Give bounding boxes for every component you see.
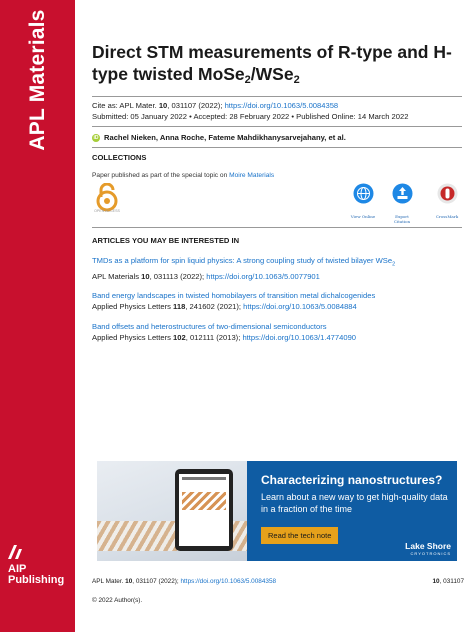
open-access-label: OPEN ACCESS [94,209,120,213]
related-article-citation: APL Materials 10, 031113 (2022); https://doi.org/10.1063/5.0077901 [92,271,320,281]
read-tech-note-button[interactable]: Read the tech note [261,527,338,544]
article-title: Direct STM measurements of R-type and H-type twisted MoSe$_2$/WSe$_2$ [92,42,452,86]
divider [92,227,462,228]
divider [92,147,462,148]
related-article-doi[interactable]: https://doi.org/10.1063/5.0077901 [206,271,320,281]
related-article-citation: Applied Physics Letters 102, 012111 (2013); https://doi.org/10.1063/1.4774090 [92,333,357,342]
related-article [92,290,464,312]
related-article-title[interactable]: Band offsets and heterostructures of two-dimensional semiconductors [92,322,327,331]
ad-image [97,461,247,561]
globe-icon [353,183,374,204]
special-topic-link[interactable]: Moire Materials [229,172,275,179]
advertisement-banner[interactable] [97,461,457,561]
collections-heading: COLLECTIONS [92,153,147,162]
export-icon [392,183,413,204]
author-list [92,133,346,142]
lake-shore-logo: Lake Shore CRYOTRONICS [405,541,451,556]
related-article [92,321,464,343]
orcid-icon: iD [93,134,99,141]
article-doi-link[interactable]: https://doi.org/10.1063/5.0084358 [224,101,339,110]
copyright-notice: © 2022 Author(s). [92,597,143,604]
page-footer: APL Mater. 10, 031107 (2022); https://doi.org/10.1063/5.0084358 10, 031107 [92,578,464,585]
view-online-label: View Online [350,214,376,219]
related-articles-heading: ARTICLES YOU MAY BE INTERESTED IN [92,236,240,245]
related-article [92,255,464,282]
crossmark-icon [437,183,458,204]
publisher-line2: Publishing [8,574,65,586]
divider [92,126,462,127]
crossmark-label: CrossMark [435,214,459,219]
footer-doi-link[interactable]: https://doi.org/10.1063/5.0084358 [180,578,277,585]
publisher-line1: AIP [8,563,27,575]
tablet-image [175,469,233,551]
export-citation-label: Export Citation [393,214,411,224]
related-article-doi[interactable]: https://doi.org/10.1063/5.0084884 [243,302,357,311]
aip-publishing-logo[interactable] [8,545,68,586]
publication-dates: Submitted: 05 January 2022 • Accepted: 28 February 2022 • Published Online: 14 March 2022 [92,112,409,121]
citation-line: Cite as: APL Mater. 10, 031107 (2022); https://doi.org/10.1063/5.0084358 [92,101,339,110]
crossmark-button[interactable] [432,183,462,219]
journal-sidebar [0,0,75,632]
related-article-title[interactable]: TMDs as a platform for spin liquid physics: A strong coupling study of twisted bilayer WSe$_2$ [92,256,396,268]
export-citation-button[interactable] [387,183,417,224]
special-topic-note: Paper published as part of the special topic on Moire Materials [92,172,275,179]
related-article-doi[interactable]: https://doi.org/10.1063/1.4774090 [242,333,357,342]
ad-body: Learn about a new way to get high-quality data in a fraction of the time [261,492,448,514]
journal-name: APL Materials [26,9,49,151]
authors[interactable]: Rachel Nieken, Anna Roche, Fateme Mahdikhanysarvejahany, et al. [104,133,346,142]
view-online-button[interactable] [348,183,378,219]
ad-headline: Characterizing nanostructures? [261,473,443,487]
footer-page-ref: 10, 031107 [432,578,464,585]
related-article-citation: Applied Physics Letters 118, 241602 (2021); https://doi.org/10.1063/5.0084884 [92,302,357,311]
aip-logo-icon [8,545,24,559]
related-article-title[interactable]: Band energy landscapes in twisted homobilayers of transition metal dichalcogenides [92,291,376,300]
divider [92,96,462,97]
